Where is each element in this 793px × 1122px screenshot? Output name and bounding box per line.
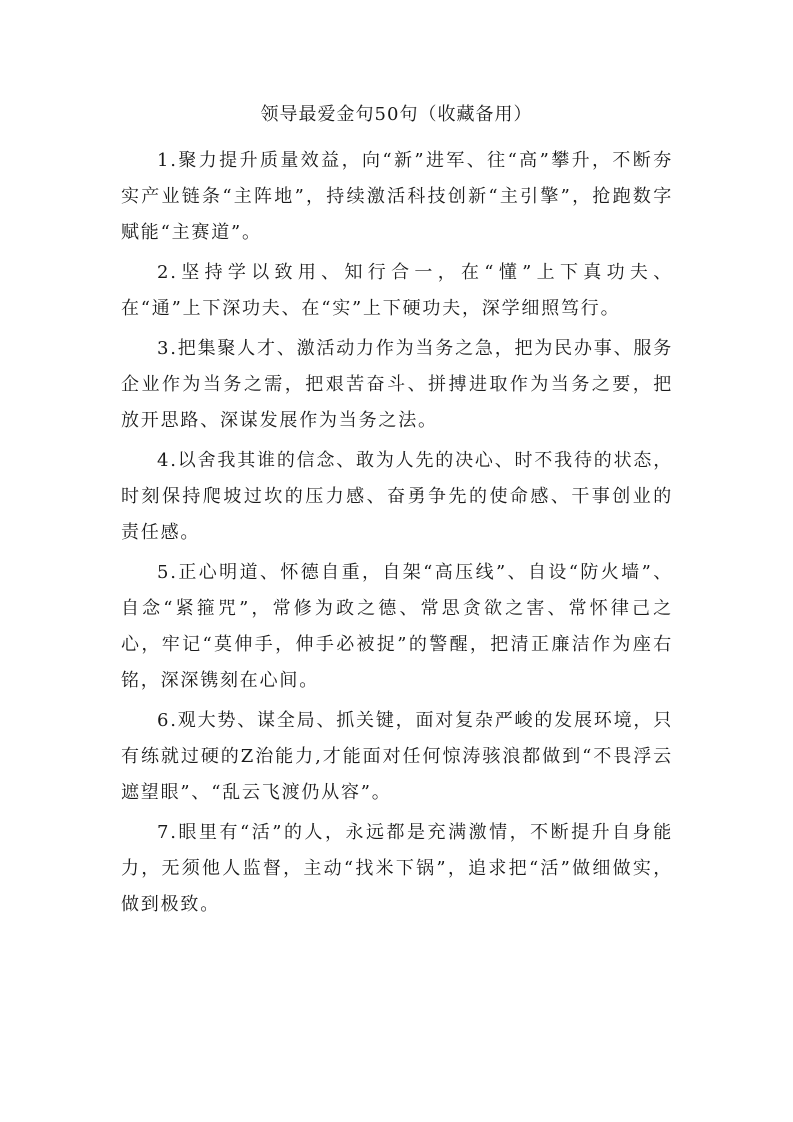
paragraph-5: 5.正心明道、怀德自重，自架“高压线”、自设“防火墙”、自念“紧箍咒”，常修为政之德、常思贪欲之害、常怀律己之心，牢记“莫伸手，伸手必被捉”的警醒，把清正廉洁作为座右铭，深深镌刻在心间。: [121, 562, 673, 691]
paragraph-6: 6.观大势、谋全局、抓关键，面对复杂严峻的发展环境，只有练就过硬的Z治能力,才能面对任何惊涛骇浪都做到“不畏浮云遮望眼”、“乱云飞渡仍从容”。: [121, 710, 673, 803]
paragraph-3: 3.把集聚人才、激活动力作为当务之急，把为民办事、服务企业作为当务之需，把艰苦奋斗、拼搏进取作为当务之要，把放开思路、深谋发展作为当务之法。: [121, 338, 673, 431]
document-title: 领导最爱金句50句（收藏备用）: [260, 104, 533, 125]
paragraph-4: 4.以舍我其谁的信念、敢为人先的决心、时不我待的状态，时刻保持爬坡过坎的压力感、奋勇争先的使命感、干事创业的责任感。: [121, 450, 673, 543]
document-body: [121, 143, 673, 927]
paragraph-2: 2.坚持学以致用、知行合一，在“懂”上下真功夫、在“通”上下深功夫、在“实”上下硬功夫，深学细照笃行。: [121, 262, 673, 319]
paragraph-1: 1.聚力提升质量效益，向“新”进军、往“高”攀升，不断夯实产业链条“主阵地”，持续激活科技创新“主引擎”，抢跑数字赋能“主赛道”。: [121, 150, 673, 243]
paragraph-7: 7.眼里有“活”的人，永远都是充满激情，不断提升自身能力，无须他人监督，主动“找米下锅”，追求把“活”做细做实，做到极致。: [121, 822, 673, 915]
